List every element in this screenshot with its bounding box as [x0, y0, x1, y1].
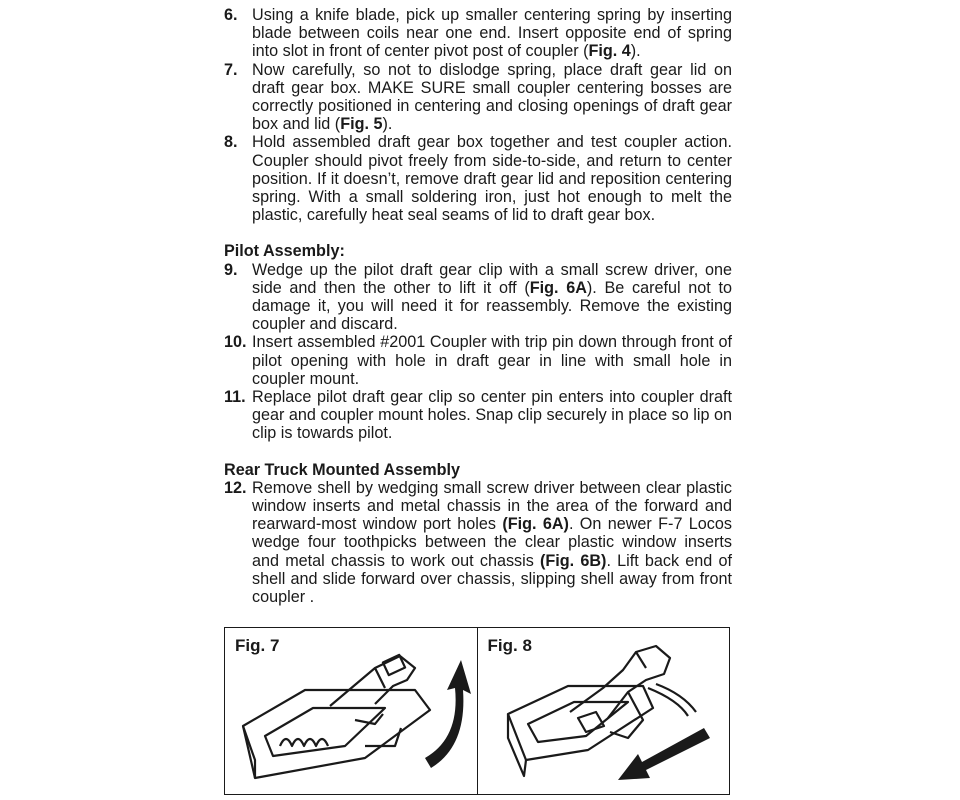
figure-8-label: Fig. 8 [487, 636, 532, 655]
step-number: 6. [224, 6, 238, 24]
figure-7-label: Fig. 7 [235, 636, 280, 655]
figure-reference: Fig. 6A [529, 278, 587, 297]
figure-8 [477, 628, 730, 794]
step-number: 12. [224, 478, 247, 497]
step-text: Hold assembled draft gear box together and test coupler action. Coupler should pivot freely from side-to-side, and return to center position. If it doesn’t, remove draft gear lid and reposition centering spring. With a small soldering iron, just hot enough to melt the plastic, carefully heat seal seams of lid to draft gear box. [252, 133, 732, 225]
figure-7-drawing [225, 628, 477, 794]
figure-8-drawing [478, 628, 730, 794]
spacer [224, 224, 732, 242]
pilot-assembly-heading: Pilot Assembly: [224, 242, 345, 261]
step-text: Using a knife blade, pick up smaller centering spring by inserting blade between coils near one end. Insert opposite end of spring into slot in front of center pivot post of coupler ( [252, 6, 732, 61]
step-text: ). [630, 42, 641, 61]
steps-group-b [224, 261, 732, 443]
step-7 [224, 61, 732, 134]
step-text: Remove shell by wedging small screw driver between clear plastic window inserts and metal chassis in the area of the forward and rearward-most window port holes [252, 478, 732, 534]
step-number: 7. [224, 60, 238, 79]
figure-reference: (Fig. 6A) [502, 515, 569, 534]
step-text: . Lift back end of shell and slide forward over chassis, slipping shell away from front coupler . [252, 551, 732, 607]
step-8 [224, 133, 732, 224]
figure-reference: Fig. 4 [588, 42, 631, 61]
step-number: 10. [224, 333, 247, 352]
rear-truck-heading: Rear Truck Mounted Assembly [224, 460, 460, 479]
step-text: ). [382, 115, 393, 134]
steps-group-a [224, 6, 732, 224]
step-number: 9. [224, 260, 238, 279]
steps-group-c [224, 479, 732, 606]
figure-reference: (Fig. 6B) [540, 551, 607, 570]
step-number: 11. [224, 388, 246, 407]
step-text: . On newer F-7 Locos wedge four toothpicks between the clear plastic window inserts and metal chassis to work out chassis [252, 515, 732, 570]
step-11 [224, 388, 732, 443]
rotate-arrow-icon [425, 660, 471, 768]
step-9 [224, 261, 732, 334]
draft-gear-box [243, 690, 430, 778]
step-text: Now carefully, so not to dislodge spring, place draft gear lid on draft gear box. MAKE SURE small coupler centering bosses are correctly positioned in centering and closing openings of draft gear box and lid ( [252, 60, 732, 134]
instructions-column [224, 6, 732, 606]
step-12 [224, 479, 732, 606]
figures-panel [224, 627, 730, 795]
step-6 [224, 6, 732, 61]
figure-reference: Fig. 5 [340, 115, 383, 134]
figure-7 [225, 628, 477, 794]
direction-arrow-icon [618, 728, 710, 780]
spacer [224, 443, 732, 461]
step-text: ). Be careful not to damage it, you will need it for reassembly. Remove the existing coupler and discard. [252, 278, 732, 334]
spring [280, 739, 328, 746]
step-number: 8. [224, 133, 238, 152]
step-text: Insert assembled #2001 Coupler with trip pin down through front of pilot opening with hole in draft gear in line with small hole in coupler mount. [252, 333, 732, 388]
step-text: Wedge up the pilot draft gear clip with a small screw driver, one side and then the other to lift it off ( [252, 260, 732, 297]
step-text: Replace pilot draft gear clip so center pin enters into coupler draft gear and coupler mount holes. Snap clip securely in place so lip on clip is towards pilot. [252, 388, 732, 443]
step-10 [224, 333, 732, 388]
